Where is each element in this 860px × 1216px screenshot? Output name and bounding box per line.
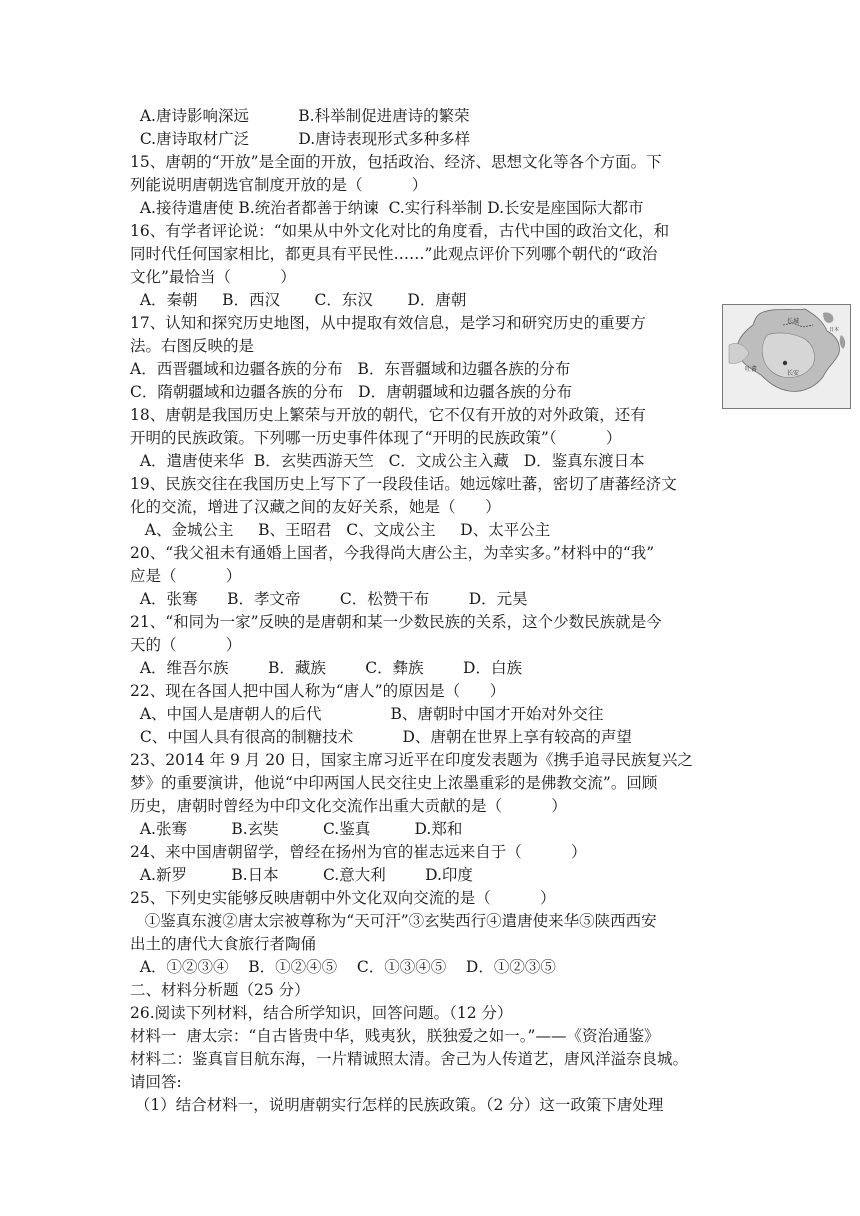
text-line: 18、唐朝是我国历史上繁荣与开放的朝代，它不仅有开放的对外政策，还有	[130, 406, 646, 424]
map-label: 吐蕃	[745, 366, 758, 373]
text-line: 25、下列史实能够反映唐朝中外文化双向交流的是（ ）	[130, 889, 556, 907]
text-line: 请回答:	[130, 1073, 182, 1091]
text-line: A．秦朝 B．西汉 C．东汉 D．唐朝	[130, 291, 467, 309]
text-line: C.唐诗取材广泛 D.唐诗表现形式多种多样	[130, 130, 471, 148]
map-label: 日本	[829, 327, 840, 333]
text-line: A．维吾尔族 B．藏族 C．彝族 D．白族	[130, 659, 522, 677]
text-line: 历史，唐朝时曾经为中印文化交流作出重大贡献的是（ ）	[130, 797, 567, 815]
text-line: 二、材料分析题（25 分）	[130, 981, 310, 999]
text-line: 26.阅读下列材料，结合所学知识，回答问题。（12 分）	[130, 1004, 513, 1022]
text-line: A．张骞 B．孝文帝 C．松赞干布 D．元昊	[130, 590, 528, 608]
text-line: ①鉴真东渡②唐太宗被尊称为“天可汗”③玄奘西行④遣唐使来华⑤陕西西安	[130, 912, 657, 930]
text-line: 开明的民族政策。下列哪一历史事件体现了“开明的民族政策”（ ）	[130, 429, 622, 447]
text-line: 法。右图反映的是	[130, 337, 255, 355]
text-line: 同时代任何国家相比，都更具有平民性……”此观点评价下列哪个朝代的“政治	[130, 245, 658, 263]
text-line: A、金城公主 B、王昭君 C、文成公主 D、太平公主	[130, 521, 551, 539]
text-line: 24、来中国唐朝留学，曾经在扬州为官的崔志远来自于（ ）	[130, 843, 587, 861]
text-line: 17、认知和探究历史地图，从中提取有效信息，是学习和研究历史的重要方	[130, 314, 646, 332]
history-map-figure	[722, 304, 851, 409]
text-line: A．西晋疆域和边疆各族的分布 B．东晋疆域和边疆各族的分布	[130, 360, 571, 378]
text-line: 梦》的重要演讲，他说“中印两国人民交往史上浓墨重彩的是佛教交流”。回顾	[130, 774, 658, 792]
map-graphic	[723, 305, 850, 408]
text-line: C、中国人具有很高的制糖技术 D、唐朝在世界上享有较高的声望	[130, 728, 632, 746]
text-line: A.唐诗影响深远 B.科举制促进唐诗的繁荣	[130, 107, 470, 125]
text-line: 16、有学者评论说：“如果从中外文化对比的角度看，古代中国的政治文化，和	[130, 222, 670, 240]
text-line: C．隋朝疆域和边疆各族的分布 D．唐朝疆域和边疆各族的分布	[130, 383, 573, 401]
text-line: 应是（ ）	[130, 567, 242, 585]
text-line: 化的交流，增进了汉藏之间的友好关系，她是（ ）	[130, 498, 501, 516]
text-line: A.新罗 B.日本 C.意大利 D.印度	[130, 866, 473, 884]
text-line: 15、唐朝的“开放”是全面的开放，包括政治、经济、思想文化等各个方面。下	[130, 153, 662, 171]
text-line: 文化”最恰当（ ）	[130, 268, 296, 286]
text-line: A、中国人是唐朝人的后代 B、唐朝时中国才开始对外交往	[130, 705, 604, 723]
text-line: A．遣唐使来华 B．玄奘西游天竺 C．文成公主入藏 D．鉴真东渡日本	[130, 452, 645, 470]
text-line: 出土的唐代大食旅行者陶俑	[130, 935, 317, 953]
text-line: 23、2014 年 9 月 20 日，国家主席习近平在印度发表题为《携手追寻民族复兴之	[130, 751, 693, 769]
map-label: 长安	[787, 370, 800, 377]
text-line: （1）结合材料一，说明唐朝实行怎样的民族政策。（2 分）这一政策下唐处理	[130, 1096, 664, 1114]
map-label: 长城	[787, 318, 800, 325]
text-line: A.接待遣唐使 B.统治者都善于纳谏 C.实行科举制 D.长安是座国际大都市	[130, 199, 644, 217]
text-line: 列能说明唐朝选官制度开放的是（ ）	[130, 176, 428, 194]
text-line: 19、民族交往在我国历史上写下了一段段佳话。她远嫁吐蕃，密切了唐蕃经济文	[130, 475, 677, 493]
text-line: 21、“和同为一家”反映的是唐朝和某一少数民族的关系，这个少数民族就是今	[130, 613, 662, 631]
text-line: A.张骞 B.玄奘 C.鉴真 D.郑和	[130, 820, 463, 838]
text-line: 20、“我父祖未有通婚上国者，今我得尚大唐公主，为幸实多。”材料中的“我”	[130, 544, 655, 562]
text-line: 材料二：鉴真盲目航东海，一片精诚照太清。舍己为人传道艺，唐风洋溢奈良城。	[130, 1050, 689, 1068]
text-line: 材料一 唐太宗：“自古皆贵中华，贱夷狄，朕独爱之如一。”——《资治通鉴》	[130, 1027, 660, 1045]
text-line: A．①②③④ B．①②④⑤ C．①③④⑤ D．①②③⑤	[130, 958, 556, 976]
text-line: 22、现在各国人把中国人称为“唐人”的原因是（ ）	[130, 682, 506, 700]
text-line: 天的（ ）	[130, 636, 242, 654]
